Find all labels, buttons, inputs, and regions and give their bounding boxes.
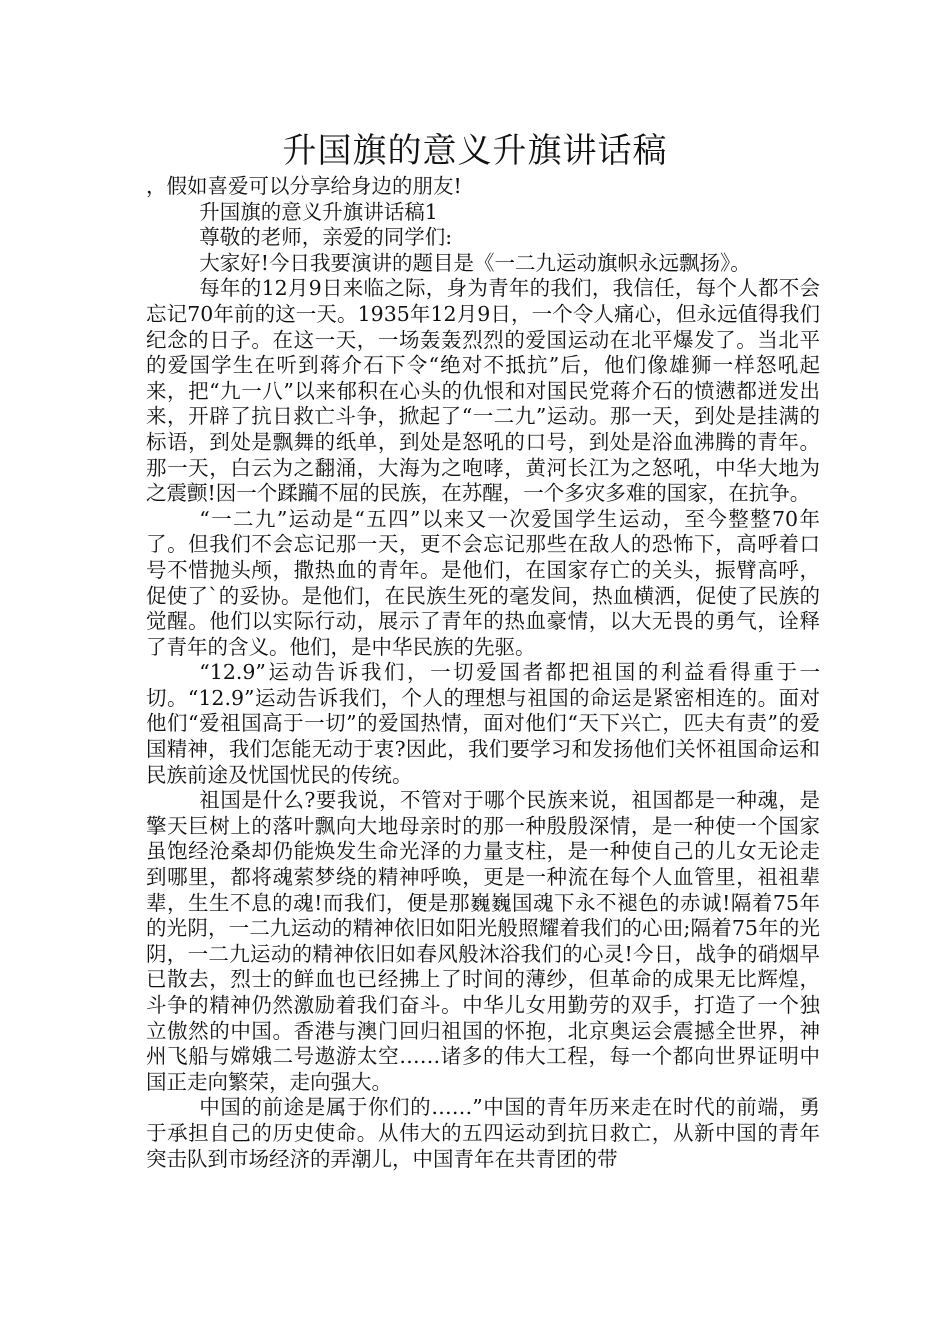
- paragraph-body: 中国的前途是属于你们的……”中国的青年历来走在时代的前端，勇于承担自己的历史使命。从伟大的五四运动到抗日救亡，从新中国的青年突击队到市场经济的弄潮儿，中国青年在共青团的带: [146, 1095, 820, 1171]
- paragraph-intro: ，假如喜爱可以分享给身边的朋友!: [146, 174, 462, 198]
- paragraph-subtitle: 升国旗的意义升旗讲话稿1: [199, 199, 438, 224]
- paragraph-salutation: 尊敬的老师，亲爱的同学们:: [199, 225, 453, 250]
- paragraph-body: 祖国是什么?要我说，不管对于哪个民族来说，祖国都是一种魂，是擎天巨树上的落叶飘向大地母亲时的那一种殷殷深情，是一种使一个国家虽饱经沧桑却仍能焕发生命光泽的力量支柱，是一种使自己的儿女无论走到哪里，都将魂萦梦绕的精神呼唤，更是一种流在每个人血管里，祖祖辈辈，生生不息的魂!而我们，便是那巍巍国魂下永不褪色的赤诚!隔着75年的光阴，一二九运动的精神依旧如阳光般照耀着我们的心田;隔着75年的光阴，一二九运动的精神依旧如春风般沐浴我们的心灵!今日，战争的硝烟早已散去，烈士的鲜血也已经拂上了时间的薄纱，但革命的成果无比辉煌，斗争的精神仍然激励着我们奋斗。中华儿女用勤劳的双手，打造了一个独立傲然的中国。香港与澳门回归祖国的怀抱，北京奥运会震撼全世界，神州飞船与嫦娥二号遨游太空……诸多的伟大工程，每一个都向世界证明中国正走向繁荣，走向强大。: [146, 788, 820, 1094]
- document-title: 升国旗的意义升旗讲话稿: [282, 131, 668, 171]
- paragraph-body: 每年的12月9日来临之际，身为青年的我们，我信任，每个人都不会忘记70年前的这一天。1935年12月9日，一个令人痛心，但永远值得我们纪念的日子。在这一天，一场轰轰烈烈的爱国运动在北平爆发了。当北平的爱国学生在听到蒋介石下令“绝对不抵抗”后，他们像雄狮一样怒吼起来，把“九一八”以来郁积在心头的仇恨和对国民党蒋介石的愤懑都迸发出来，开辟了抗日救亡斗争，掀起了“一二九”运动。那一天，到处是挂满的标语，到处是飘舞的纸单，到处是怒吼的口号，到处是浴血沸腾的青年。那一天，白云为之翻涌，大海为之咆哮，黄河长江为之怒吼，中华大地为之震颤!因一个蹂躏不屈的民族，在苏醒，一个多灾多难的国家，在抗争。: [146, 276, 820, 506]
- paragraph-body: “12.9”运动告诉我们，一切爱国者都把祖国的利益看得重于一切。“12.9”运动告诉我们，个人的理想与祖国的命运是紧密相连的。面对他们“爱祖国高于一切”的爱国热情，面对他们“天下兴亡，匹夫有责”的爱国精神，我们怎能无动于衷?因此，我们要学习和发扬他们关怀祖国命运和民族前途及忧国忧民的传统。: [146, 660, 820, 787]
- paragraph-greeting: 大家好!今日我要演讲的题目是《一二九运动旗帜永远飘扬》。: [199, 250, 751, 275]
- paragraph-body: “一二九”运动是“五四”以来又一次爱国学生运动，至今整整70年了。但我们不会忘记那一天，更不会忘记那些在敌人的恐怖下，高呼着口号不惜抛头颅，撒热血的青年。是他们，在国家存亡的关头，振臂高呼，促使了`的妥协。是他们，在民族生死的毫发间，热血横洒，促使了民族的觉醒。他们以实际行动，展示了青年的热血豪情，以大无畏的勇气，诠释了青年的含义。他们，是中华民族的先驱。: [146, 506, 820, 659]
- document-body: [146, 174, 820, 1172]
